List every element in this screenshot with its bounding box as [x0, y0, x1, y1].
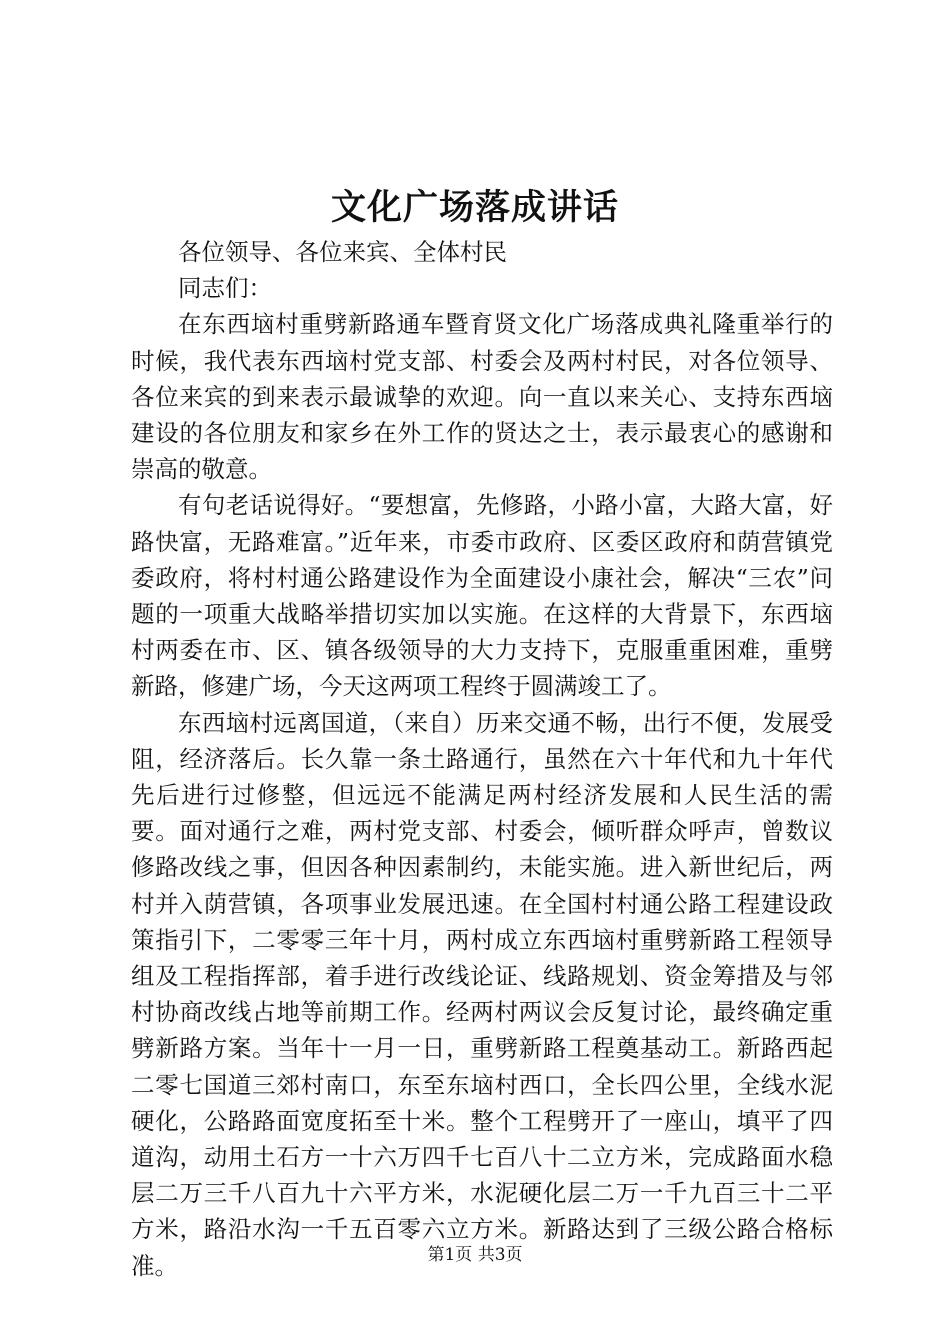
salutation-line: 各位领导、各位来宾、全体村民: [178, 238, 507, 266]
body-paragraph: 东西垴村远离国道，（来自）历来交通不畅，出行不便，发展受阻，经济落后。长久靠一条土路通行，虽然在六十年代和九十年代先后进行过修整，但远远不能满足两村经济发展和人民生活的需要。面对通行之难，两村党支部、村委会，倾听群众呼声，曾数议修路改线之事，但因各种因素制约，未能实施。进入新世纪后，两村并入荫营镇，各项事业发展迅速。在全国村村通公路工程建设政策指引下，二零零三年十月，两村成立东西垴村重劈新路工程领导组及工程指挥部，着手进行改线论证、线路规划、资金筹措及与邻村协商改线占地等前期工作。经两村两议会反复讨论，最终确定重劈新路方案。当年十一月一日，重劈新路工程奠基动工。新路西起二零七国道三郊村南口，东至东垴村西口，全长四公里，全线水泥硬化，公路路面宽度拓至十米。整个工程劈开了一座山，填平了四道沟，动用土石方一十六万四千七百八十二立方米，完成路面水稳层二万三千八百九十六平方米，水泥硬化层二万一千九百三十二平方米，路沿水沟一千五百零六立方米。新路达到了三级公路合格标准。: [131, 708, 833, 1280]
body-paragraph: 在东西垴村重劈新路通车暨育贤文化广场落成典礼隆重举行的时候，我代表东西垴村党支部、村委会及两村村民，对各位领导、各位来宾的到来表示最诚挚的欢迎。向一直以来关心、支持东西垴建设的各位朋友和家乡在外工作的贤达之士，表示最衷心的感谢和崇高的敬意。: [131, 310, 833, 484]
salutation-line: 同志们：: [178, 274, 272, 303]
document-title: 文化广场落成讲话: [330, 187, 619, 228]
document-body: [131, 234, 833, 1284]
body-paragraph: 有句老话说得好。“要想富，先修路，小路小富，大路大富，好路快富，无路难富。”近年来，市委市政府、区委区政府和荫营镇党委政府，将村村通公路建设作为全面建设小康社会，解决“三农”问题的一项重大战略举措切实加以实施。在这样的大背景下，东西垴村两委在市、区、镇各级领导的大力支持下，克服重重困难，重劈新路，修建广场，今天这两项工程终于圆满竣工了。: [131, 491, 833, 701]
page-number-footer: 第1页 共3页: [427, 1245, 523, 1265]
